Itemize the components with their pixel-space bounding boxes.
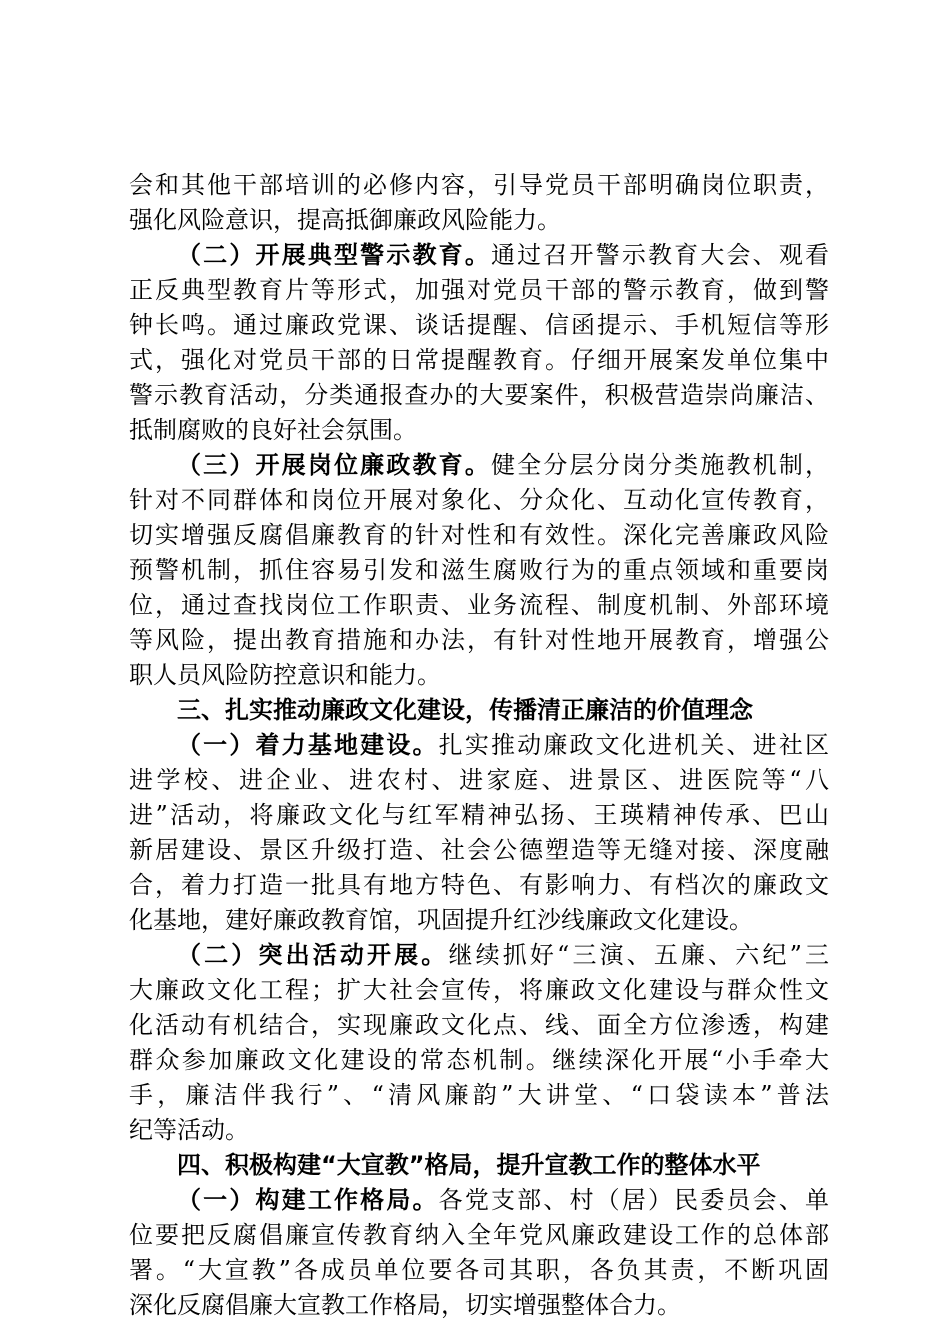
section-heading-text: 四、积极构建“大宣教”格局，提升宣教工作的整体水平 xyxy=(177,1151,761,1179)
text-line xyxy=(129,238,829,273)
body-text: 新居建设、景区升级打造、社会公德塑造等无缝对接、深度融 xyxy=(129,836,829,864)
text-line xyxy=(129,518,829,553)
text-line xyxy=(129,1218,829,1253)
body-text: 各党支部、村（居）民委员会、单 xyxy=(438,1186,829,1214)
body-text: 通过召开警示教育大会、观看 xyxy=(491,241,829,269)
text-line xyxy=(129,973,829,1008)
text-line xyxy=(129,308,829,343)
body-text: 深化反腐倡廉大宣教工作格局，切实增强整体合力。 xyxy=(129,1291,681,1319)
body-text: 正反典型教育片等形式，加强对党员干部的警示教育，做到警 xyxy=(129,276,829,304)
text-line xyxy=(129,798,829,833)
body-text: 合，着力打造一批具有地方特色、有影响力、有档次的廉政文 xyxy=(129,871,829,899)
section-heading xyxy=(129,1148,829,1183)
body-text: 强化风险意识，提高抵御廉政风险能力。 xyxy=(129,206,561,234)
body-text: 扎实推动廉政文化进机关、进社区 xyxy=(438,731,829,759)
text-line xyxy=(129,1253,829,1288)
body-text: 大廉政文化工程；扩大社会宣传，将廉政文化建设与群众性文 xyxy=(129,976,829,1004)
body-text: 等风险，提出教育措施和办法，有针对性地开展教育，增强公 xyxy=(129,626,829,654)
text-line xyxy=(129,658,829,693)
subheading-text: （三）开展岗位廉政教育。 xyxy=(177,451,491,479)
body-text: 手，廉洁伴我行”、“清风廉韵”大讲堂、“口袋读本”普法 xyxy=(129,1081,829,1109)
body-text: 位，通过查找岗位工作职责、业务流程、制度机制、外部环境 xyxy=(129,591,829,619)
text-line xyxy=(129,623,829,658)
text-line xyxy=(129,1008,829,1043)
text-line xyxy=(129,763,829,798)
text-line xyxy=(129,168,829,203)
body-text: 进”活动，将廉政文化与红军精神弘扬、王瑛精神传承、巴山 xyxy=(129,801,829,829)
body-text: 纪等活动。 xyxy=(129,1116,249,1144)
body-text: 进学校、进企业、进农村、进家庭、进景区、进医院等“八 xyxy=(129,766,829,794)
body-text: 针对不同群体和岗位开展对象化、分众化、互动化宣传教育， xyxy=(129,486,829,514)
text-line xyxy=(129,553,829,588)
text-line xyxy=(129,728,829,763)
section-heading xyxy=(129,693,829,728)
body-text: 健全分层分岗分类施教机制， xyxy=(491,451,829,479)
body-text: 位要把反腐倡廉宣传教育纳入全年党风廉政建设工作的总体部 xyxy=(129,1221,829,1249)
text-line xyxy=(129,343,829,378)
body-text: 继续抓好“三演、五廉、六纪”三 xyxy=(448,941,829,969)
body-text: 警示教育活动，分类通报查办的大要案件，积极营造崇尚廉洁、 xyxy=(129,381,829,409)
text-line xyxy=(129,1043,829,1078)
text-line xyxy=(129,1078,829,1113)
body-text: 化基地，建好廉政教育馆，巩固提升红沙线廉政文化建设。 xyxy=(129,906,753,934)
text-line xyxy=(129,1183,829,1218)
subheading-text: （一）构建工作格局。 xyxy=(177,1186,439,1214)
body-text: 式，强化对党员干部的日常提醒教育。仔细开展案发单位集中 xyxy=(129,346,829,374)
body-text: 群众参加廉政文化建设的常态机制。继续深化开展“小手牵大 xyxy=(129,1046,829,1074)
text-line xyxy=(129,1113,829,1148)
text-line xyxy=(129,273,829,308)
text-line xyxy=(129,203,829,238)
text-line xyxy=(129,378,829,413)
text-line xyxy=(129,1288,829,1323)
text-line xyxy=(129,588,829,623)
body-text: 职人员风险防控意识和能力。 xyxy=(129,661,441,689)
subheading-text: （二）突出活动开展。 xyxy=(177,941,449,969)
section-heading-text: 三、扎实推动廉政文化建设，传播清正廉洁的价值理念 xyxy=(177,696,753,724)
text-line xyxy=(129,448,829,483)
text-line xyxy=(129,833,829,868)
body-text: 切实增强反腐倡廉教育的针对性和有效性。深化完善廉政风险 xyxy=(129,521,829,549)
body-text: 预警机制，抓住容易引发和滋生腐败行为的重点领域和重要岗 xyxy=(129,556,829,584)
text-line xyxy=(129,903,829,938)
text-line xyxy=(129,483,829,518)
body-text: 钟长鸣。通过廉政党课、谈话提醒、信函提示、手机短信等形 xyxy=(129,311,829,339)
subheading-text: （一）着力基地建设。 xyxy=(177,731,439,759)
body-text: 化活动有机结合，实现廉政文化点、线、面全方位渗透，构建 xyxy=(129,1011,829,1039)
text-line xyxy=(129,413,829,448)
text-line xyxy=(129,868,829,903)
body-text: 署。“大宣教”各成员单位要各司其职，各负其责，不断巩固 xyxy=(129,1256,829,1284)
text-line xyxy=(129,938,829,973)
document-body xyxy=(129,168,829,1323)
body-text: 抵制腐败的良好社会氛围。 xyxy=(129,416,417,444)
body-text: 会和其他干部培训的必修内容，引导党员干部明确岗位职责， xyxy=(129,171,829,199)
subheading-text: （二）开展典型警示教育。 xyxy=(177,241,491,269)
